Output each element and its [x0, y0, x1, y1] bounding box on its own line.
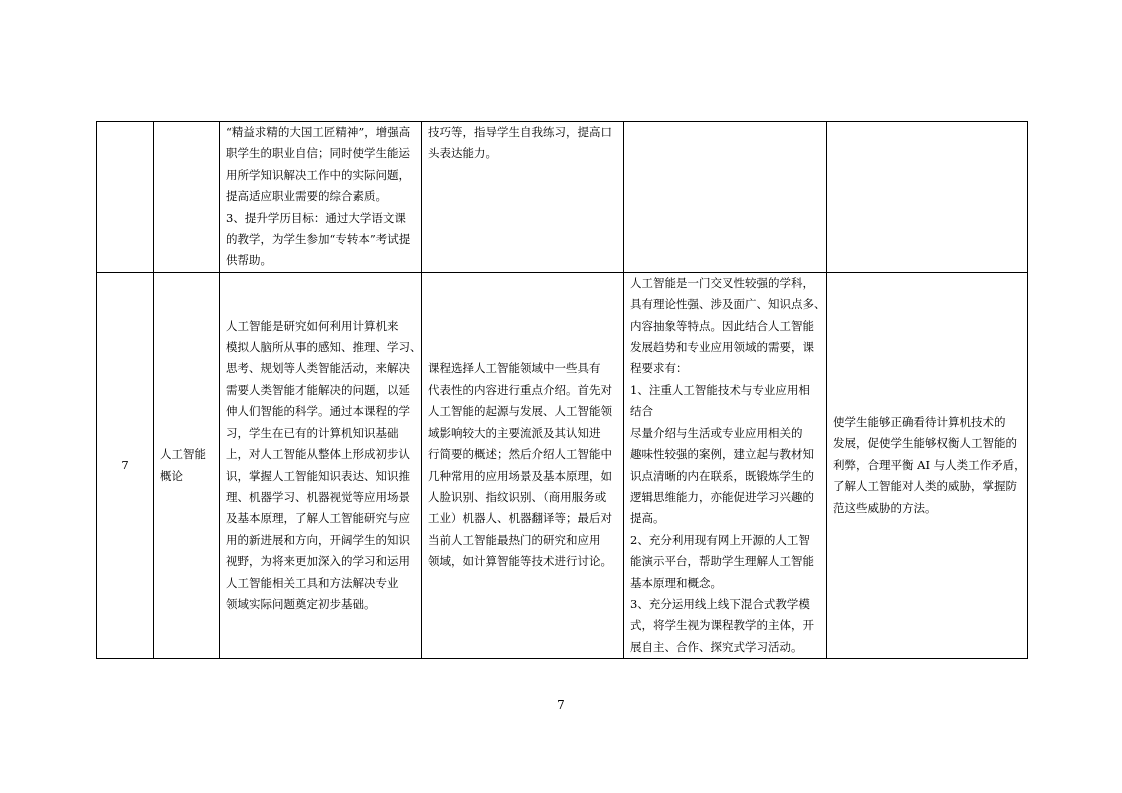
text-line: 识，掌握人工智能知识表达、知识推 [226, 468, 410, 483]
text-line: 人工智能是研究如何利用计算机来 [226, 318, 399, 333]
text-line: 几种常用的应用场景及基本原理，如 [428, 468, 612, 483]
text-line: “精益求精的大国工匠精神”，增强高 [226, 125, 411, 139]
text-line: 结合 [630, 404, 653, 419]
text-line: 发展，促使学生能够权衡人工智能的 [833, 436, 1017, 451]
text-line: 趣味性较强的案例，建立起与教材知 [630, 447, 814, 462]
text-line: 人工智能 [160, 447, 206, 462]
text-line: 视野，为将来更加深入的学习和运用 [226, 554, 410, 569]
text-line: 了解人工智能对人类的威胁，掌握防 [833, 479, 1017, 494]
cell-ideology [827, 272, 1028, 658]
text-line: 尽量介绍与生活或专业应用相关的 [630, 425, 803, 440]
text-line: 上，对人工智能从整体上形成初步认 [226, 447, 410, 462]
text-line: 使学生能够正确看待计算机技术的 [833, 414, 1006, 429]
text-line: 逻辑思维能力，亦能促进学习兴趣的 [630, 489, 814, 504]
text-line: 伸人们智能的科学。通过本课程的学 [226, 404, 410, 419]
text-line: 利弊，合理平衡 AI 与人类工作矛盾， [833, 457, 1026, 472]
text-line: 1、注重人工智能技术与专业应用相 [630, 382, 810, 397]
text-line: 用所学知识解决工作中的实际问题， [226, 167, 410, 182]
text-line: 供帮助。 [226, 253, 272, 268]
text-line: 2、充分利用现有网上开源的人工智 [630, 532, 810, 547]
text-line: 范这些威胁的方法。 [833, 500, 937, 515]
text-line: 能演示平台，帮助学生理解人工智能 [630, 554, 814, 569]
text-line: 代表性的内容进行重点介绍。首先对 [428, 382, 612, 397]
text-line: 程要求有： [630, 361, 688, 376]
course-table [96, 121, 1028, 659]
cell-course-name [154, 122, 220, 273]
text-line: 发展趋势和专业应用领域的需要，课 [630, 340, 814, 355]
text-line: 模拟人脑所从事的感知、推理、学习、 [226, 340, 422, 355]
text-line: 技巧等，指导学生自我练习，提高口 [428, 125, 612, 139]
cell-content [422, 122, 624, 273]
cell-no: 7 [97, 272, 154, 658]
text-line: 人脸识别、指纹识别、（商用服务或 [428, 489, 607, 504]
table-row [97, 122, 1028, 273]
text-line: 职学生的职业自信；同时使学生能运 [226, 146, 410, 161]
text-line: 概论 [160, 468, 183, 483]
text-line: 需要人类智能才能解决的问题，以延 [226, 382, 410, 397]
text-line: 人工智能的起源与发展、人工智能领 [428, 404, 612, 419]
text-line: 当前人工智能最热门的研究和应用 [428, 532, 601, 547]
text-line: 及基本原理，了解人工智能研究与应 [226, 511, 410, 526]
text-line: 具有理论性强、涉及面广、知识点多、 [630, 297, 826, 312]
text-line: 展自主、合作、探究式学习活动。 [630, 639, 803, 654]
text-line: 基本原理和概念。 [630, 575, 722, 590]
text-line: 内容抽象等特点。因此结合人工智能 [630, 318, 814, 333]
text-line: 人工智能是一门交叉性较强的学科， [630, 275, 814, 290]
text-line: 3、提升学历目标：通过大学语文课 [226, 210, 406, 225]
text-line: 习，学生在已有的计算机知识基础 [226, 425, 399, 440]
cell-content [422, 272, 624, 658]
text-line: 的教学，为学生参加“专转本”考试提 [226, 232, 411, 247]
text-line: 域影响较大的主要流派及其认知进 [428, 425, 601, 440]
text-line: 式，将学生视为课程教学的主体，开 [630, 618, 814, 633]
text-line: 领域，如计算智能等技术进行讨论。 [428, 554, 612, 569]
text-line: 行简要的概述；然后介绍人工智能中 [428, 447, 612, 462]
text-line: 领域实际问题奠定初步基础。 [226, 596, 376, 611]
text-line: 工业）机器人、机器翻译等；最后对 [428, 511, 612, 526]
cell-objectives [220, 122, 422, 273]
text-line: 头表达能力。 [428, 146, 497, 161]
text-line: 思考、规划等人类智能活动，来解决 [226, 361, 410, 376]
text-line: 提高适应职业需要的综合素质。 [226, 189, 387, 204]
text-line: 人工智能相关工具和方法解决专业 [226, 575, 399, 590]
table-row [97, 272, 1028, 658]
cell-no [97, 122, 154, 273]
text-line: 提高。 [630, 511, 665, 526]
text-line: 用的新进展和方向，开阔学生的知识 [226, 532, 410, 547]
text-line: 3、充分运用线上线下混合式教学模 [630, 596, 810, 611]
text-line: 课程选择人工智能领域中一些具有 [428, 361, 601, 376]
text-line: 识点清晰的内在联系，既锻炼学生的 [630, 468, 814, 483]
cell-objectives [220, 272, 422, 658]
cell-course-name [154, 272, 220, 658]
cell-ideology [827, 122, 1028, 273]
text-line: 理、机器学习、机器视觉等应用场景 [226, 489, 410, 504]
cell-requirements [624, 272, 827, 658]
cell-requirements [624, 122, 827, 273]
page-number: 7 [557, 698, 565, 712]
